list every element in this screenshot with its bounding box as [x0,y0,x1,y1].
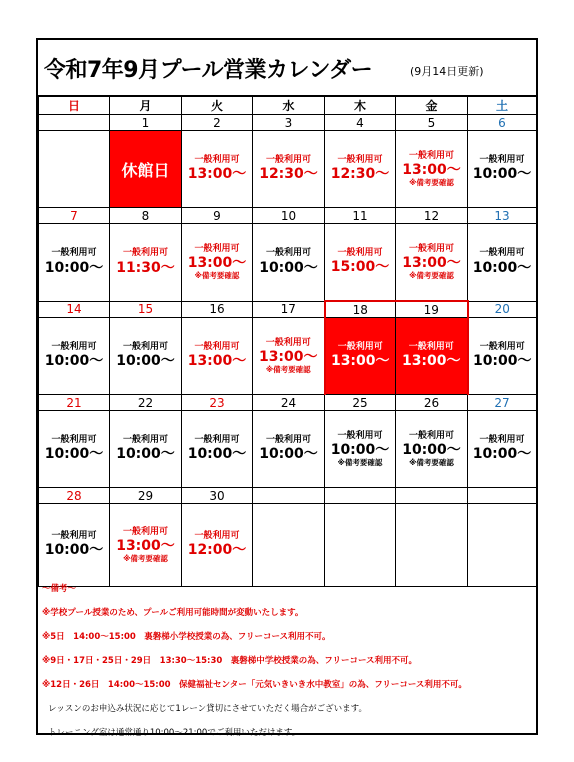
date-number: 5 [396,115,468,131]
date-number: 29 [110,488,182,504]
remarks-note: ※備考要確認 [337,457,383,467]
availability-label: 一般利用可 [51,341,97,352]
date-number: 26 [396,395,468,411]
date-number: 22 [110,395,182,411]
title-row [38,40,536,96]
weekday-0: 日 [39,97,110,115]
start-time: 13:00～ [116,537,175,554]
start-time: 10:00～ [259,259,318,276]
day-cell [396,411,468,488]
day-cell [396,504,468,587]
date-number [253,488,325,504]
availability-label: 一般利用可 [479,341,525,352]
page-title: 令和7年9月プール営業カレンダー [44,58,373,83]
day-cell [110,318,182,395]
day-cell [253,224,325,302]
start-time: 10:00～ [187,446,247,463]
start-time: 13:00～ [402,254,461,271]
availability-label: 一般利用可 [122,434,168,445]
date-row [39,395,537,411]
day-cell [182,504,253,587]
date-number: 2 [182,115,253,131]
day-cell [396,131,468,208]
availability-label: 一般利用可 [51,248,97,259]
day-cell [182,131,253,208]
start-time: 13:00～ [187,353,247,370]
date-number: 19 [396,301,468,318]
date-number: 23 [182,395,253,411]
remarks-note: ※備考要確認 [409,270,454,280]
day-cell [110,504,182,587]
availability-label: 一般利用可 [194,154,240,165]
date-number: 7 [39,208,110,224]
date-row [39,488,537,504]
date-number: 15 [110,301,182,318]
day-cell [182,318,253,395]
day-cell [39,504,110,587]
date-number: 6 [468,115,537,131]
weekday-2: 火 [182,97,253,115]
calendar-sheet [36,38,538,738]
closed-label: 休館日 [121,160,170,180]
date-number: 8 [110,208,182,224]
date-number [325,488,396,504]
date-number: 20 [468,301,537,318]
date-row [39,208,537,224]
day-cell [182,411,253,488]
start-time: 10:00～ [472,446,532,463]
date-number: 21 [39,395,110,411]
day-cell [325,224,396,302]
availability-label: 一般利用可 [194,434,240,445]
availability-label: 一般利用可 [337,247,383,258]
date-number: 25 [325,395,396,411]
availability-label: 一般利用可 [194,243,240,254]
date-row [39,115,537,131]
day-cell [468,318,537,395]
day-cell [253,318,325,395]
start-time: 10:00～ [259,446,318,463]
start-time: 10:00～ [44,259,104,276]
weekday-header-row [39,97,537,115]
day-cell [468,224,537,302]
start-time: 12:00～ [187,542,247,559]
start-time: 10:00～ [116,446,175,463]
day-cell [253,131,325,208]
start-time: 15:00～ [330,259,390,276]
date-number: 17 [253,301,325,318]
day-cell [396,224,468,302]
start-time: 10:00～ [472,259,532,276]
availability-label: 一般利用可 [265,337,311,348]
availability-label: 一般利用可 [122,341,168,352]
availability-label: 一般利用可 [408,430,454,441]
availability-label: 一般利用可 [408,341,454,352]
date-number: 16 [182,301,253,318]
day-cell [39,224,110,302]
day-cell [325,318,396,395]
start-time: 13:00～ [258,348,318,365]
date-number: 11 [325,208,396,224]
day-cell [468,131,537,208]
start-time: 12:30～ [259,166,318,183]
date-number: 3 [253,115,325,131]
availability-label: 一般利用可 [408,150,454,161]
availability-label: 一般利用可 [265,154,311,165]
start-time: 13:00～ [401,353,461,370]
day-cell [468,504,537,587]
date-number: 14 [39,301,110,318]
day-cell [39,318,110,395]
day-cell [110,224,182,302]
availability-label: 一般利用可 [337,154,383,165]
availability-label: 一般利用可 [337,430,383,441]
day-cell [182,224,253,302]
availability-label: 一般利用可 [51,434,97,445]
schedule-row [39,131,537,208]
availability-label: 一般利用可 [194,530,240,541]
note-5: レッスンのお申込み状況に応じて1レーン貸切にさせていただく場合がございます。 [48,704,367,714]
date-number: 28 [39,488,110,504]
day-cell [110,131,182,208]
date-number: 24 [253,395,325,411]
note-4: ※12日・26日 14:00～15:00 保健福祉センター「元気いきいき水中教室」の為、フリーコース利用不可。 [42,680,467,690]
date-number: 4 [325,115,396,131]
start-time: 13:00～ [187,255,247,272]
schedule-row [39,504,537,587]
start-time: 10:00～ [330,441,390,458]
day-cell [110,411,182,488]
date-number: 10 [253,208,325,224]
day-cell [39,131,110,208]
date-number: 30 [182,488,253,504]
weekday-3: 水 [253,97,325,115]
notes-heading: ～備考～ [42,584,77,594]
start-time: 11:30～ [116,259,175,276]
day-cell [325,504,396,587]
note-1: ※学校プール授業のため、プールご利用可能時間が変動いたします。 [42,608,304,618]
day-cell [325,411,396,488]
availability-label: 一般利用可 [265,248,311,259]
schedule-row [39,224,537,302]
start-time: 10:00～ [44,542,104,559]
availability-label: 一般利用可 [51,530,97,541]
day-cell [325,131,396,208]
update-date: (9月14日更新) [410,65,484,78]
weekday-6: 土 [468,97,537,115]
start-time: 12:30～ [330,166,390,183]
day-cell [396,318,468,395]
start-time: 10:00～ [402,441,461,458]
remarks-note: ※備考要確認 [123,553,168,563]
schedule-row [39,411,537,488]
availability-label: 一般利用可 [479,154,525,165]
date-number: 1 [110,115,182,131]
availability-label: 一般利用可 [337,341,383,352]
availability-label: 一般利用可 [408,243,454,254]
weekday-1: 月 [110,97,182,115]
start-time: 10:00～ [44,353,104,370]
remarks-note: ※備考要確認 [409,457,454,467]
availability-label: 一般利用可 [479,434,525,445]
start-time: 10:00～ [472,166,532,183]
remarks-note: ※備考要確認 [194,270,240,280]
date-number [468,488,537,504]
day-cell [253,411,325,488]
date-number [39,115,110,131]
date-number: 9 [182,208,253,224]
date-number: 27 [468,395,537,411]
remarks-note: ※備考要確認 [265,364,311,374]
availability-label: 一般利用可 [194,341,240,352]
availability-label: 一般利用可 [479,248,525,259]
calendar-table [38,96,537,587]
start-time: 10:00～ [472,353,532,370]
day-cell [253,504,325,587]
date-row [39,301,537,318]
remarks-note: ※備考要確認 [409,177,454,187]
date-number: 12 [396,208,468,224]
availability-label: 一般利用可 [122,248,168,259]
start-time: 13:00～ [187,166,247,183]
weekday-4: 木 [325,97,396,115]
start-time: 10:00～ [44,446,104,463]
availability-label: 一般利用可 [122,526,168,537]
schedule-row [39,318,537,395]
day-cell [468,411,537,488]
weekday-5: 金 [396,97,468,115]
start-time: 13:00～ [330,353,390,370]
note-6: トレーニング室は通常通り10:00～21:00でご利用いただけます。 [48,728,301,738]
note-3: ※9日・17日・25日・29日 13:30～15:30 裏磐梯中学校授業の為、フリーコース利用不可。 [42,656,418,666]
availability-label: 一般利用可 [265,434,311,445]
date-number [396,488,468,504]
date-number: 13 [468,208,537,224]
note-2: ※5日 14:00～15:00 裏磐梯小学校授業の為、フリーコース利用不可。 [42,632,331,642]
start-time: 10:00～ [116,353,175,370]
date-number: 18 [325,301,396,318]
start-time: 13:00～ [402,161,461,178]
day-cell [39,411,110,488]
